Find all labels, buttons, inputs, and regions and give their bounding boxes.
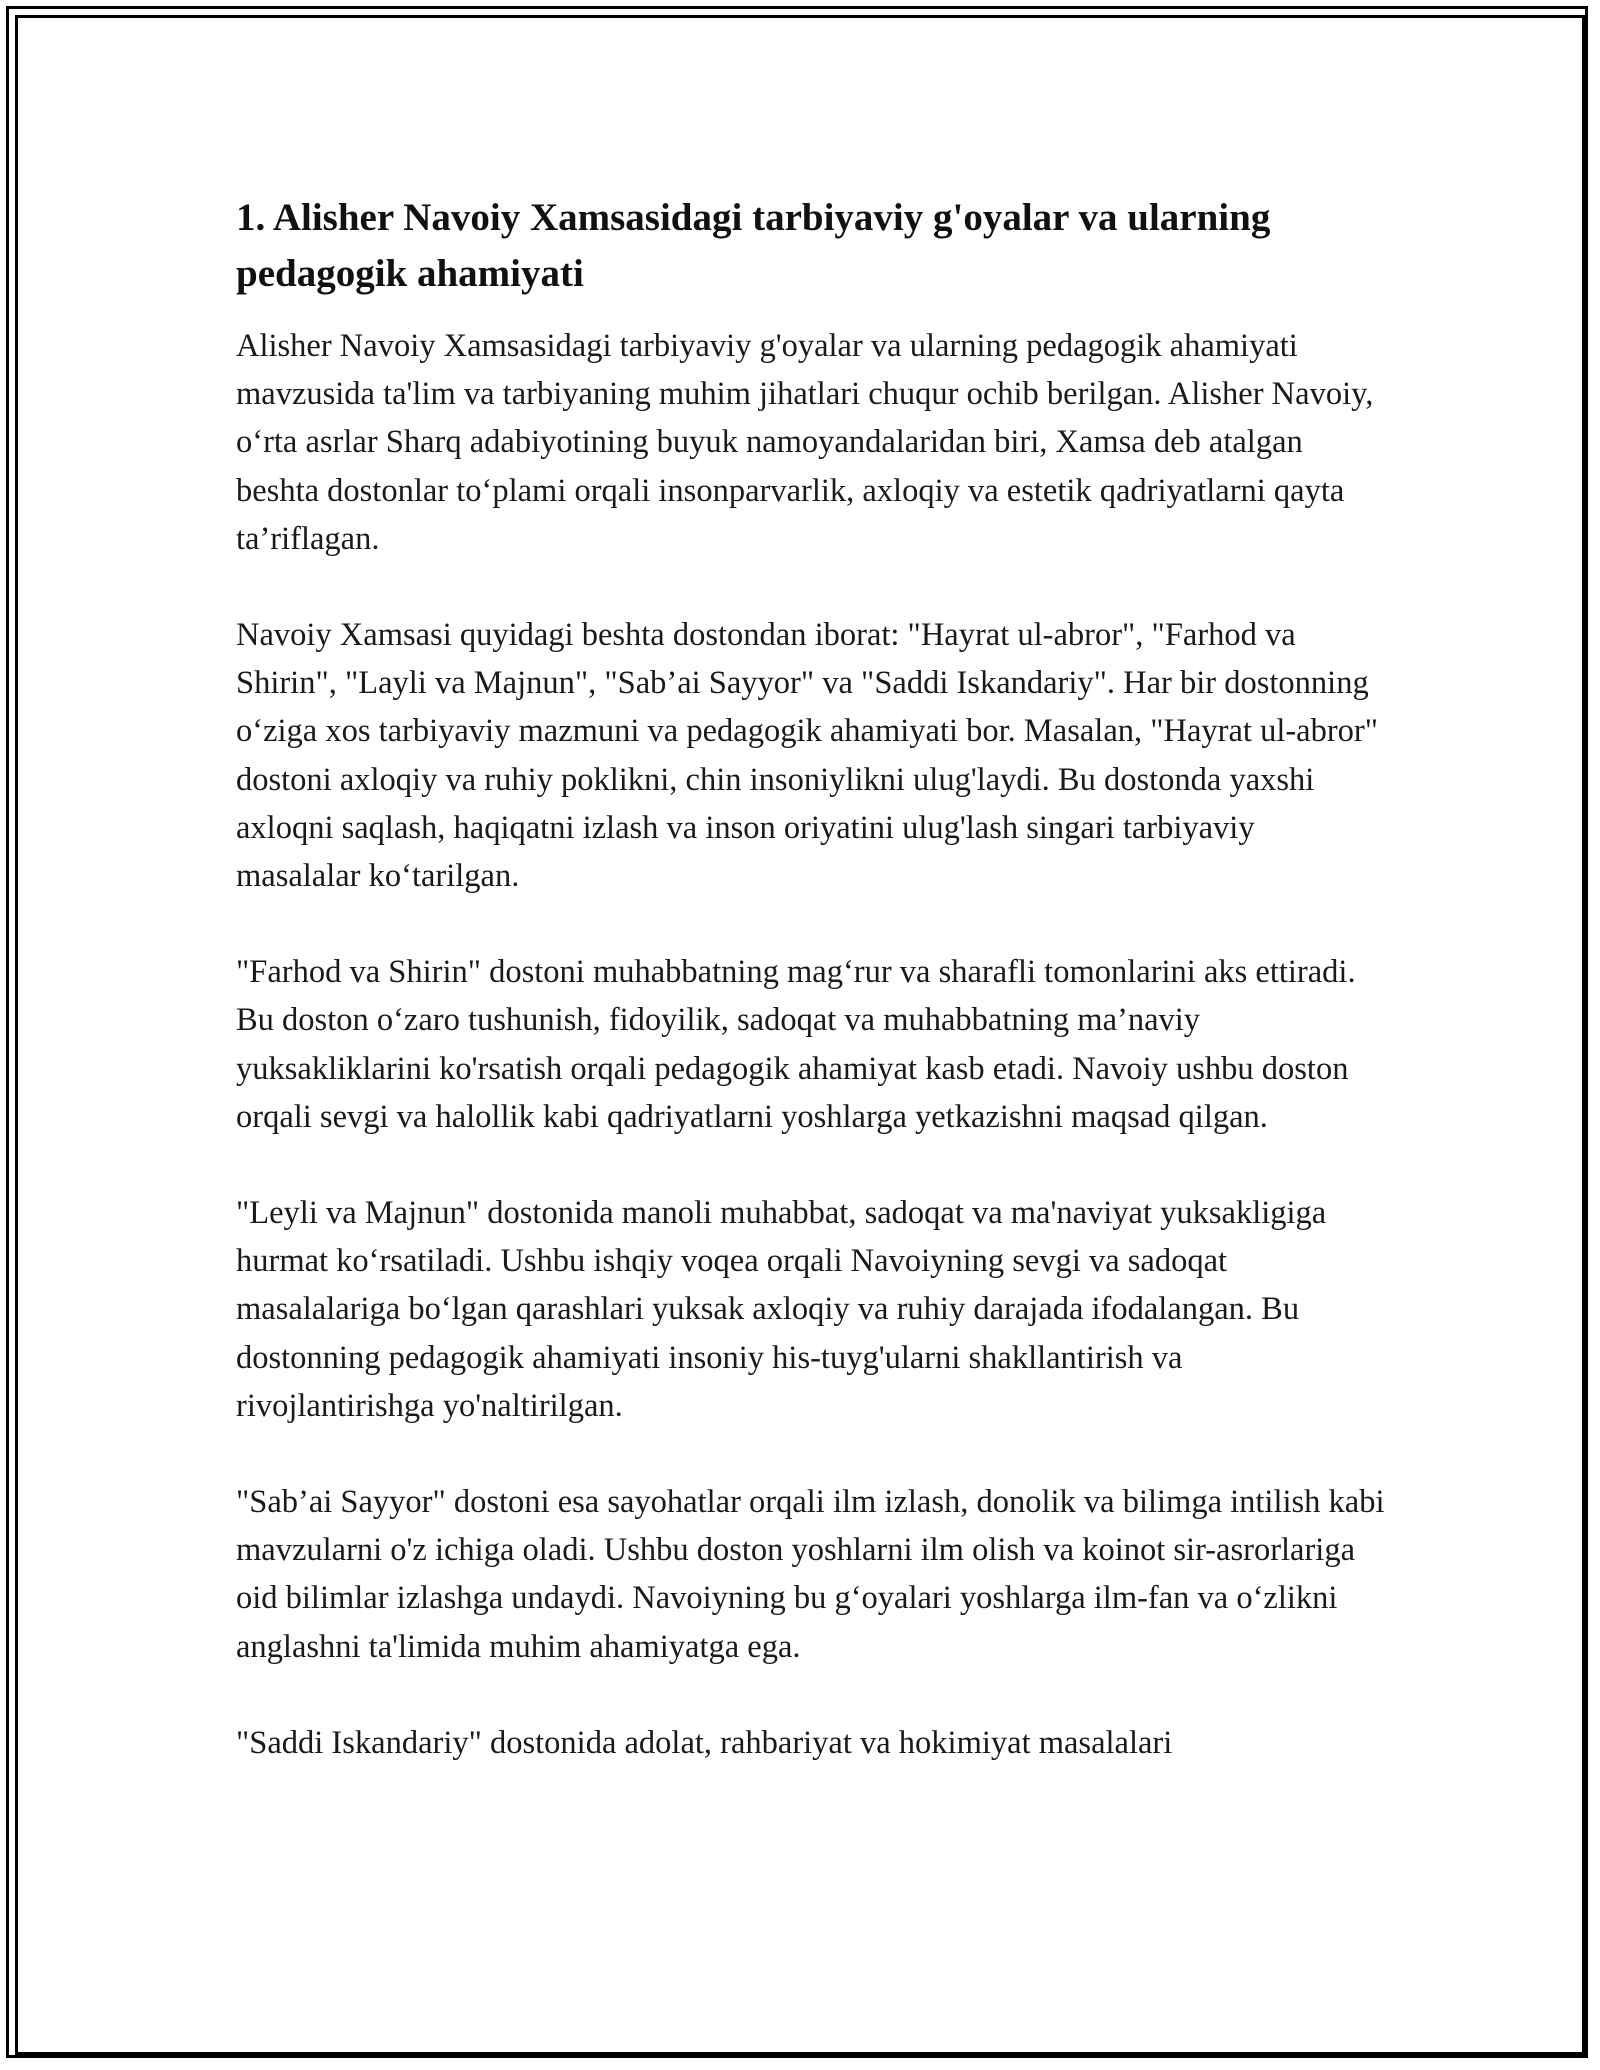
paragraph-five-poems: Navoiy Xamsasi quyidagi beshta dostondan iborat: "Hayrat ul-abror", "Farhod va Shirin", "Layli va Majnun", "Sab’ai Sayyor" va "Saddi Iskandariy". Har bir dostonning o‘ziga xos tarbiyaviy mazmuni va pedagogik ahamiyati bor. Masalan, "Hayrat ul-abror" dostoni axloqiy va ruhiy poklikni, chin insoniylikni ulug'laydi. Bu dostonda yaxshi axloqni saqlash, haqiqatni izlash va inson oriyatini ulug'lash singari tarbiyaviy masalalar ko‘tarilgan. [236, 617, 1379, 895]
paragraph-leyli-majnun: "Leyli va Majnun" dostonida manoli muhabbat, sadoqat va ma'naviyat yuksakligiga hurmat ko‘rsatiladi. Ushbu ishqiy voqea orqali Navoiyning sevgi va sadoqat masalalariga bo‘lgan qarashlari yuksak axloqiy va ruhiy darajada ifodalangan. Bu dostonning pedagogik ahamiyati insoniy his-tuyg'ularni shakllantirish va rivojlantirishga yo'naltirilgan. [236, 1195, 1327, 1424]
document-title: 1. Alisher Navoiy Xamsasidagi tarbiyaviy g'oyalar va ularning pedagogik ahamiyati [236, 196, 1271, 295]
document-body [236, 190, 1386, 1815]
paragraph-sabai-sayyor: "Sab’ai Sayyor" dostoni esa sayohatlar orqali ilm izlash, donolik va bilimga intilish kabi mavzularni o'z ichiga oladi. Ushbu doston yoshlarni ilm olish va koinot sir-asrorlariga oid bilimlar izlashga undaydi. Navoiyning bu g‘oyalari yoshlarga ilm-fan va o‘zlikni anglashni ta'limida muhim ahamiyatga ega. [236, 1484, 1385, 1665]
paragraph-saddi-iskandariy: "Saddi Iskandariy" dostonida adolat, rahbariyat va hokimiyat masalalari [236, 1724, 1173, 1761]
paragraph-intro: Alisher Navoiy Xamsasidagi tarbiyaviy g'oyalar va ularning pedagogik ahamiyati mavzusida ta'lim va tarbiyaning muhim jihatlari chuqur ochib berilgan. Alisher Navoiy, o‘rta asrlar Sharq adabiyotining buyuk namoyandalaridan biri, Xamsa deb atalgan beshta dostonlar to‘plami orqali insonparvarlik, axloqiy va estetik qadriyatlarni qayta ta’riflagan. [236, 328, 1374, 557]
paragraph-farhod-shirin: "Farhod va Shirin" dostoni muhabbatning mag‘rur va sharafli tomonlarini aks ettiradi. Bu doston o‘zaro tushunish, fidoyilik, sadoqat va muhabbatning ma’naviy yuksakliklarini ko'rsatish orqali pedagogik ahamiyat kasb etadi. Navoiy ushbu doston orqali sevgi va halollik kabi qadriyatlarni yoshlarga yetkazishni maqsad qilgan. [236, 954, 1356, 1135]
